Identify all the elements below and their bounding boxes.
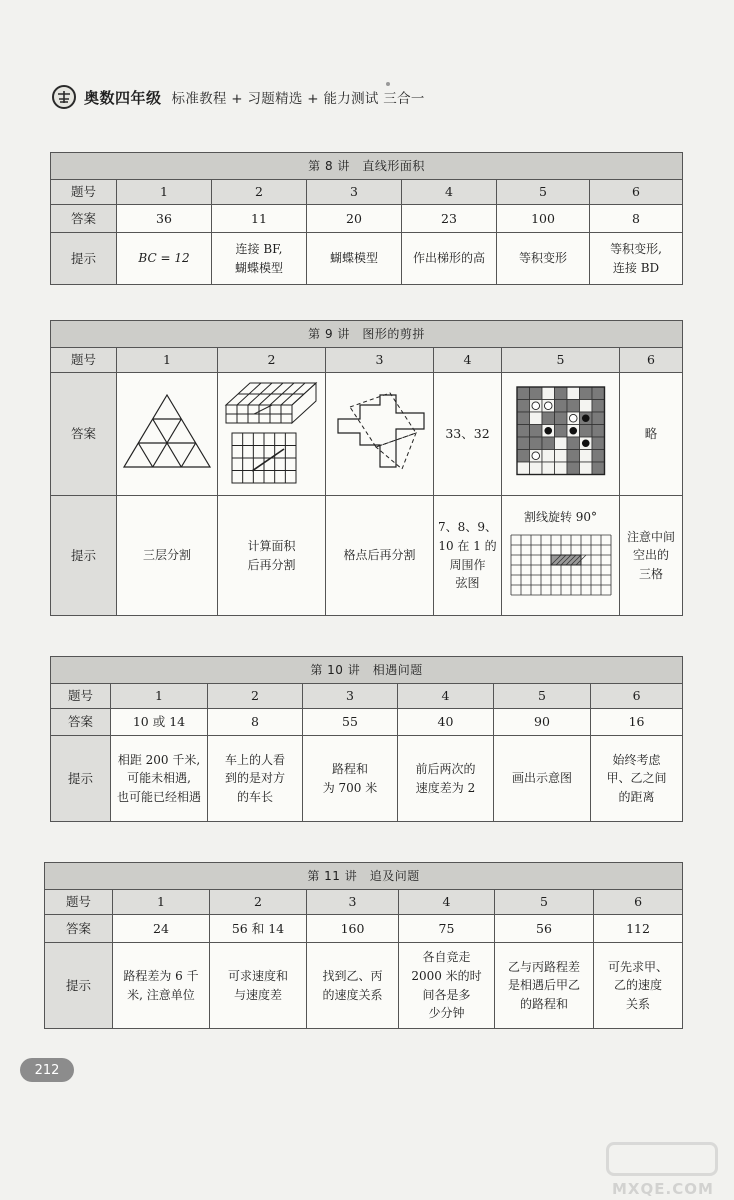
answer-figure-cell [117,373,218,496]
grid-cell [529,412,542,425]
row-label: 提示 [51,233,117,285]
hint-line: 的速度关系 [322,987,383,1002]
hint-line: 找到乙、丙 [322,968,383,983]
hint-cell [208,736,303,822]
hint-line: 三层分割 [142,548,191,563]
hint-line: BC = 12 [138,251,190,266]
hint-cell [210,943,307,1029]
answer-cell: 24 [113,915,210,943]
hint-cell [117,233,212,285]
decor-dot [386,82,390,86]
logo-icon [52,85,76,109]
hint-text: 割线旋转 90° [523,510,598,525]
hint-cell [326,496,434,616]
answer-cell: 56 [495,915,594,943]
hint-line: 10 在 1 的 [438,538,497,553]
grid-cell [517,462,530,475]
number-cell: 6 [591,684,683,709]
watermark-logo [596,1138,724,1198]
grid-cell [567,387,580,400]
row-label: 答案 [51,709,111,736]
grid-cell [592,437,605,450]
number-cell: 1 [111,684,208,709]
watermark-mark-icon [606,1142,718,1176]
answer-cell: 23 [402,205,497,233]
number-cell: 1 [117,180,212,205]
hint-line: 的距离 [618,789,655,804]
rotated-cut-grid-figure [509,533,613,597]
answer-cell: 略 [620,373,683,496]
page-number: 212 [20,1058,74,1082]
answer-figure-cell [326,373,434,496]
black-circle-icon [569,427,577,435]
hint-cell [117,496,218,616]
hint-line: 间各是多 [422,987,471,1002]
answer-figure-cell [218,373,326,496]
hint-line: 速度差为 2 [415,780,476,795]
hint-line: 可先求甲、 [608,959,669,974]
section-11-table [44,862,683,1029]
hint-line: 少分钟 [428,1006,465,1021]
grid-cell [567,450,580,463]
answer-cell: 36 [117,205,212,233]
grid-cell [517,425,530,438]
hint-cell [594,943,683,1029]
section-9-table [50,320,683,616]
grid-cell [542,450,555,463]
grid-cell [592,425,605,438]
grid-cell [567,400,580,413]
book-subtitle: 标准教程 + 习题精选 + 能力测试 三合一 [171,91,425,107]
number-cell: 2 [210,890,307,915]
number-cell: 2 [208,684,303,709]
grid-cell [592,450,605,463]
hint-line: 也可能已经相遇 [116,789,201,804]
hint-cell [212,233,307,285]
answer-cell: 56 和 14 [210,915,307,943]
hint-cell [620,496,683,616]
hint-line: 空出的 [633,548,670,563]
hint-line: 到的是对方 [224,771,285,786]
cut-line [252,449,284,471]
hint-line: 作出梯形的高 [412,251,485,266]
row-label: 提示 [45,943,113,1029]
grid-cell [529,437,542,450]
hint-line: 关系 [626,996,651,1011]
hint-cell [398,736,494,822]
hint-line: 连接 BD [612,260,660,275]
grid-cell [517,412,530,425]
number-cell: 4 [402,180,497,205]
grid-cell [542,437,555,450]
hint-cell [307,943,399,1029]
grid-cell [554,450,567,463]
grid-cell [554,425,567,438]
number-cell: 3 [307,180,402,205]
row-label: 题号 [45,890,113,915]
row-label: 答案 [45,915,113,943]
grid-cell [529,425,542,438]
answer-figure-cell [502,373,620,496]
number-cell: 3 [307,890,399,915]
answer-cell: 8 [208,709,303,736]
answer-cell: 40 [398,709,494,736]
black-circle-icon [581,440,589,448]
grid-outline [292,383,316,423]
answer-cell: 33、32 [434,373,502,496]
hint-line: 计算面积 [247,538,296,553]
hint-cell [113,943,210,1029]
grid-cell [579,462,592,475]
number-cell: 6 [590,180,683,205]
answer-cell: 10 或 14 [111,709,208,736]
number-cell: 1 [113,890,210,915]
grid-cell [542,462,555,475]
grid-cell [517,387,530,400]
answer-cell: 55 [303,709,398,736]
row-label: 题号 [51,684,111,709]
number-cell: 3 [326,348,434,373]
grid-cell [567,437,580,450]
grid-cell [554,387,567,400]
row-label: 题号 [51,348,117,373]
hint-row [51,233,683,285]
answer-cell: 112 [594,915,683,943]
hint-line: 弦图 [455,576,480,591]
row-label: 答案 [51,205,117,233]
black-circle-icon [581,415,589,423]
hint-cell [402,233,497,285]
grid-cell [567,462,580,475]
hint-row [45,943,683,1029]
shaded-grid-figure [515,385,607,477]
grid-cell [592,387,605,400]
hint-line: 与速度差 [233,987,282,1002]
answer-row [45,915,683,943]
number-cell: 3 [303,684,398,709]
hint-line: 是相遇后甲乙 [507,978,580,993]
number-cell: 5 [495,890,594,915]
number-cell: 4 [434,348,502,373]
grid-cell [592,400,605,413]
section-title: 第 11 讲 追及问题 [45,863,683,890]
number-cell: 1 [117,348,218,373]
grid-cell [554,400,567,413]
number-cell: 4 [398,684,494,709]
grid-cell [554,462,567,475]
section-title: 第 8 讲 直线形面积 [51,153,683,180]
hint-cell [218,496,326,616]
grid-cell [592,462,605,475]
hint-cell [495,943,594,1029]
hint-cell [434,496,502,616]
hint-line: 蝴蝶模型 [329,251,378,266]
hint-cell [497,233,590,285]
cross-cut-figure [330,389,430,473]
hint-line: 周围作 [449,557,486,572]
grid-cell [542,412,555,425]
page-header [52,84,425,110]
number-row [45,890,683,915]
answer-row [51,373,683,496]
answer-cell: 16 [591,709,683,736]
hint-cell [494,736,591,822]
hint-line: 画出示意图 [511,771,572,786]
section-title: 第 10 讲 相遇问题 [51,657,683,684]
watermark-text: MXQE.COM [612,1180,714,1198]
number-cell: 5 [502,348,620,373]
white-circle-icon [531,452,539,460]
hint-line: 蝴蝶模型 [234,260,283,275]
black-circle-icon [544,427,552,435]
hint-line: 车上的人看 [224,752,285,767]
grid-cell [517,400,530,413]
number-row [51,180,683,205]
answer-cell: 8 [590,205,683,233]
hint-cell [303,736,398,822]
hint-cell [111,736,208,822]
hint-line: 乙与丙路程差 [507,959,580,974]
grid-cell [529,387,542,400]
hint-line: 的路程和 [519,996,568,1011]
hint-line: 三格 [639,566,664,581]
answer-cell: 160 [307,915,399,943]
hint-line: 路程和 [331,761,368,776]
hint-line: 乙的速度 [614,978,663,993]
hint-line: 连接 BF, [235,241,283,256]
row-label: 提示 [51,736,111,822]
hint-line: 米, 注意单位 [127,987,195,1002]
grid-cell [579,400,592,413]
hint-line: 格点后再分割 [343,548,416,563]
hint-line: 的车长 [236,789,273,804]
grid-cell [517,437,530,450]
answer-cell: 75 [399,915,495,943]
answer-cell: 90 [494,709,591,736]
number-row [51,348,683,373]
number-cell: 5 [497,180,590,205]
grid-cell [554,412,567,425]
hint-line: 相距 200 千米, [117,752,201,767]
hint-cell [307,233,402,285]
number-cell: 2 [218,348,326,373]
white-circle-icon [544,402,552,410]
section-10-table [50,656,683,822]
number-cell: 6 [594,890,683,915]
grid-cell [579,387,592,400]
hint-line: 可求速度和 [227,968,288,983]
hint-line: 2000 米的时 [411,968,482,983]
grid-cut-figure [222,375,322,487]
grid-cell [517,450,530,463]
number-row [51,684,683,709]
grid-cell [579,450,592,463]
row-label: 答案 [51,373,117,496]
hint-line: 后再分割 [247,557,296,572]
hint-line: 甲、乙之间 [606,771,667,786]
number-cell: 2 [212,180,307,205]
answer-row [51,709,683,736]
hint-line: 为 700 米 [322,780,378,795]
hint-line: 等积变形 [518,251,567,266]
grid-cell [529,462,542,475]
hint-line: 7、8、9、 [438,520,497,535]
hint-line: 始终考虑 [612,752,661,767]
grid-cell [542,387,555,400]
hint-cell-with-figure [502,496,620,616]
hint-row [51,496,683,616]
number-cell: 4 [399,890,495,915]
number-cell: 6 [620,348,683,373]
white-circle-icon [531,402,539,410]
hint-cell [591,736,683,822]
section-8-table [50,152,683,285]
answer-cell: 11 [212,205,307,233]
answer-row [51,205,683,233]
answer-cell: 20 [307,205,402,233]
white-circle-icon [569,415,577,423]
hint-cell [590,233,683,285]
hint-line: 各自竞走 [422,950,471,965]
hint-line: 等积变形, [610,241,662,256]
number-cell: 5 [494,684,591,709]
grid-cell [579,425,592,438]
grid-cell [592,412,605,425]
hint-cell [399,943,495,1029]
book-title: 奥数四年级 [84,88,162,107]
hint-line: 路程差为 6 千 [123,968,199,983]
answer-cell: 100 [497,205,590,233]
hint-line: 前后两次的 [415,761,476,776]
hint-line: 注意中间 [627,529,676,544]
grid-cell [554,437,567,450]
triangle-dissection-figure [120,391,214,471]
row-label: 题号 [51,180,117,205]
hint-line: 可能未相遇, [127,771,191,786]
section-title: 第 9 讲 图形的剪拼 [51,321,683,348]
hint-row [51,736,683,822]
row-label: 提示 [51,496,117,616]
cut-line [254,405,272,414]
